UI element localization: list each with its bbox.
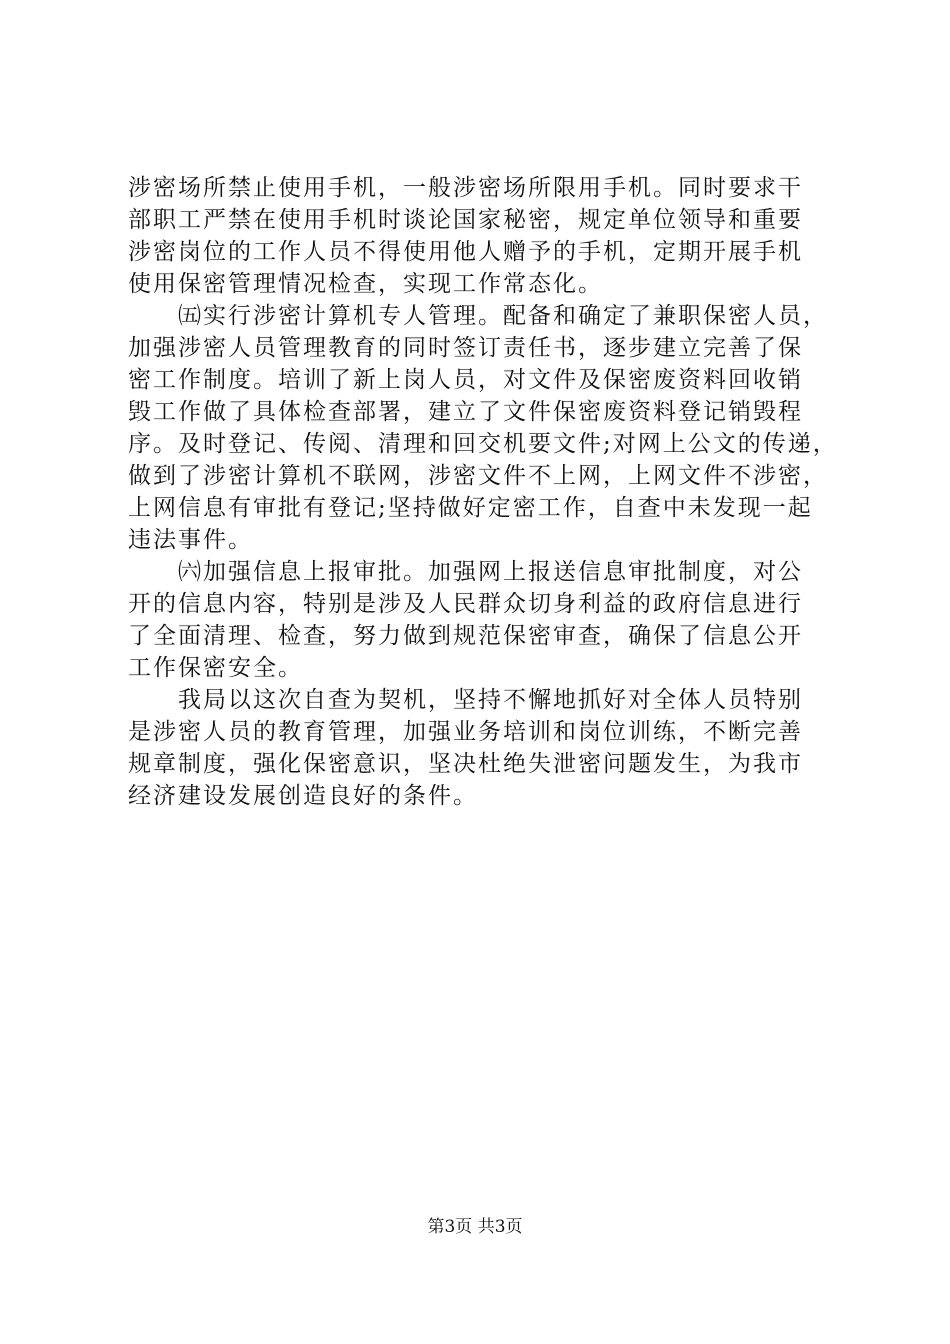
text-line: ㈤实行涉密计算机专人管理。配备和确定了兼职保密人员， <box>128 303 828 329</box>
text-line: 涉密场所禁止使用手机，一般涉密场所限用手机。同时要求干 <box>128 175 803 201</box>
text-line: ㈥加强信息上报审批。加强网上报送信息审批制度，对公 <box>128 559 803 585</box>
text-line: 违法事件。 <box>128 527 253 553</box>
text-line: 毁工作做了具体检查部署，建立了文件保密废资料登记销毁程 <box>128 399 803 425</box>
text-line: 做到了涉密计算机不联网，涉密文件不上网，上网文件不涉密， <box>128 463 828 489</box>
text-line: 我局以这次自查为契机，坚持不懈地抓好对全体人员特别 <box>128 687 803 713</box>
text-line: 了全面清理、检查，努力做到规范保密审查，确保了信息公开 <box>128 623 803 649</box>
text-line: 经济建设发展创造良好的条件。 <box>128 783 478 809</box>
document-body <box>128 172 838 812</box>
text-line: 加强涉密人员管理教育的同时签订责任书，逐步建立完善了保 <box>128 335 803 361</box>
text-line: 部职工严禁在使用手机时谈论国家秘密，规定单位领导和重要 <box>128 207 803 233</box>
text-line: 密工作制度。培训了新上岗人员，对文件及保密废资料回收销 <box>128 367 803 393</box>
text-line: 是涉密人员的教育管理，加强业务培训和岗位训练，不断完善 <box>128 719 803 745</box>
text-line: 涉密岗位的工作人员不得使用他人赠予的手机，定期开展手机 <box>128 239 803 265</box>
text-line: 上网信息有审批有登记;坚持做好定密工作，自查中未发现一起 <box>128 495 813 521</box>
page-number: 第3页 共3页 <box>427 1217 523 1237</box>
text-line: 使用保密管理情况检查，实现工作常态化。 <box>128 271 603 297</box>
text-line: 开的信息内容，特别是涉及人民群众切身利益的政府信息进行 <box>128 591 803 617</box>
text-line: 序。及时登记、传阅、清理和回交机要文件;对网上公文的传递， <box>128 431 838 457</box>
text-line: 工作保密安全。 <box>128 655 303 681</box>
text-line: 规章制度，强化保密意识，坚决杜绝失泄密问题发生，为我市 <box>128 751 803 777</box>
